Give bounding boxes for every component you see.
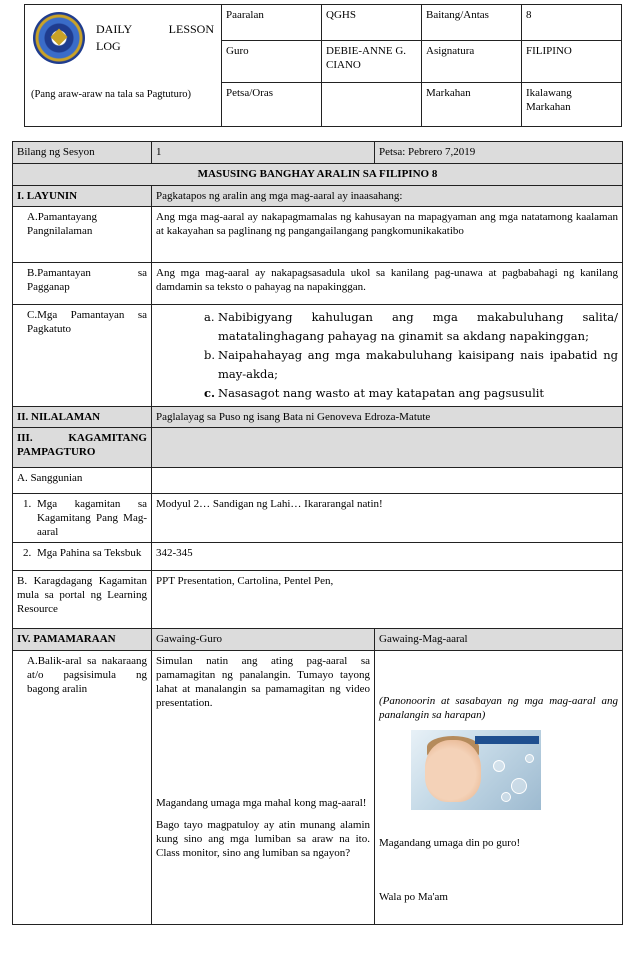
bubble-icon: [493, 760, 505, 772]
list-item: [156, 308, 618, 346]
school-logo-cell: [25, 5, 222, 127]
header-value-paaralan: QGHS: [322, 5, 422, 41]
sanggunian-empty: [152, 468, 623, 494]
list-text: Naipahahayag ang mga makabuluhang kaisipang nais ipabatid ng may-akda;: [218, 348, 618, 381]
header-label-petsa: Petsa/Oras: [222, 83, 322, 127]
magaaral-panalangin: (Panonoorin at sasabayan ng mga mag-aaral ang panalangin sa harapan): [379, 695, 618, 721]
header-value-petsa: [322, 83, 422, 127]
pagkatuto-label: C.Mga Pamantayan sa Pagkatuto: [13, 305, 152, 407]
header-value-asignatura: FILIPINO: [522, 41, 622, 83]
pamantayang-text: Ang mga mag-aaral ay nakapagmamalas ng kahusayan na mapagyaman ang mga natatamong kaalaman at kakayahan sa paglinang ng pangangailangang pangkomunikakatibo: [152, 207, 623, 263]
kagamitan-item-1-label: [13, 494, 152, 543]
kagamitan-item-2-label: [13, 543, 152, 571]
layunin-intro: Pagkatapos ng aralin ang mga mag-aaral ay inaasahang:: [152, 186, 623, 207]
header-label-baitang: Baitang/Antas: [422, 5, 522, 41]
pamamaraan-heading: IV. PAMAMARAAN: [13, 629, 152, 651]
pagkatuto-cell: [152, 305, 623, 407]
kagamitan-empty: [152, 428, 623, 468]
balik-aral-label: A.Balik-aral sa nakaraang at/o pagsisimula ng bagong aralin: [13, 651, 152, 925]
child-video-thumbnail: [411, 730, 541, 810]
gawaing-guro-cell: [152, 651, 375, 925]
header-label-paaralan: Paaralan: [222, 5, 322, 41]
pamantayang-label: A.Pamantayang Pangnilalaman: [13, 207, 152, 263]
guro-attendance: Bago tayo magpatuloy ay atin munang alamin kung sino ang mga lumiban sa araw na ito. Class monitor, sino ang lumiban sa ngayon?: [156, 819, 370, 859]
nilalaman-text: Paglalayag sa Puso ng isang Bata ni Genoveva Edroza-Matute: [152, 407, 623, 428]
header-label-asignatura: Asignatura: [422, 41, 522, 83]
item-label: Mga Pahina sa Teksbuk: [37, 547, 142, 559]
header-table: [24, 4, 622, 127]
deped-seal-icon: [33, 12, 85, 64]
gawaing-magaaral-cell: [375, 651, 623, 925]
pagganap-text: Ang mga mag-aaral ay nakapagsasadula ukol sa kanilang pag-unawa at pagbabahagi ng kanilang damdamin sa teksto o pahayag na napakinggan.: [152, 263, 623, 305]
bubble-icon: [501, 792, 511, 802]
kagamitan-item-1-value: Modyul 2… Sandigan ng Lahi… Ikararangal natin!: [152, 494, 623, 543]
item-label: Mga kagamitan sa Kagamitang Pang Mag-aaral: [37, 498, 147, 538]
col-header-magaaral: Gawaing-Mag-aaral: [375, 629, 623, 651]
nilalaman-heading: II. NILALAMAN: [13, 407, 152, 428]
list-text: Nabibigyang kahulugan ang mga makabuluhang salita/ matatalinghagang pahayag na ginamit sa akdang napakinggan;: [218, 310, 618, 343]
bubble-icon: [525, 754, 534, 763]
guro-bati: Magandang umaga mga mahal kong mag-aaral!: [156, 797, 367, 809]
title-line2: LOG: [96, 39, 121, 53]
kagamitan-heading: III. KAGAMITANG PAMPAGTURO: [13, 428, 152, 468]
header-label-markahan: Markahan: [422, 83, 522, 127]
pagkatuto-list: [156, 308, 618, 403]
list-letter: c.: [204, 386, 216, 400]
bubble-icon: [511, 778, 527, 794]
lesson-plan-table: [12, 141, 623, 925]
list-item: [156, 384, 618, 403]
daily-lesson-log-title: [96, 21, 214, 55]
col-header-guro: Gawaing-Guro: [152, 629, 375, 651]
layunin-heading: I. LAYUNIN: [13, 186, 152, 207]
kagamitan-item-3-label: B. Karagdagang Kagamitan mula sa portal ng Learning Resource: [13, 571, 152, 629]
plan-title: MASUSING BANGHAY ARALIN SA FILIPINO 8: [13, 164, 623, 186]
header-label-guro: Guro: [222, 41, 322, 83]
kagamitan-item-2-value: 342-345: [152, 543, 623, 571]
session-value: 1: [152, 142, 375, 164]
session-label: Bilang ng Sesyon: [13, 142, 152, 164]
pagganap-label: B.Pamantayan sa Pagganap: [13, 263, 152, 305]
item-number: 1.: [23, 498, 32, 510]
title-bar: [475, 736, 539, 744]
header-value-guro: DEBIE-ANNE G. CIANO: [322, 41, 422, 83]
title-right: LESSON: [168, 22, 214, 36]
header-value-markahan: Ikalawang Markahan: [522, 83, 622, 127]
item-number: 2.: [23, 547, 32, 559]
header-subtitle: (Pang araw-araw na tala sa Pagtuturo): [31, 89, 192, 100]
list-letter: b.: [204, 348, 216, 362]
child-face: [425, 740, 481, 802]
sanggunian-label: A. Sanggunian: [13, 468, 152, 494]
list-text: Nasasagot nang wasto at may katapatan ang pagsusulit: [218, 386, 545, 400]
list-letter: a.: [204, 310, 215, 324]
list-item: [156, 346, 618, 384]
magaaral-bati: Magandang umaga din po guro!: [379, 837, 521, 849]
guro-panalangin: Simulan natin ang ating pag-aaral sa pamamagitan ng panalangin. Tumayo tayong lahat at manalangin sa pamamagitan ng video presentation.: [156, 655, 370, 709]
kagamitan-item-3-value: PPT Presentation, Cartolina, Pentel Pen,: [152, 571, 623, 629]
title-left: DAILY: [96, 22, 133, 36]
header-value-baitang: 8: [522, 5, 622, 41]
session-date: Petsa: Pebrero 7,2019: [375, 142, 623, 164]
magaaral-attendance: Wala po Ma'am: [379, 891, 448, 903]
